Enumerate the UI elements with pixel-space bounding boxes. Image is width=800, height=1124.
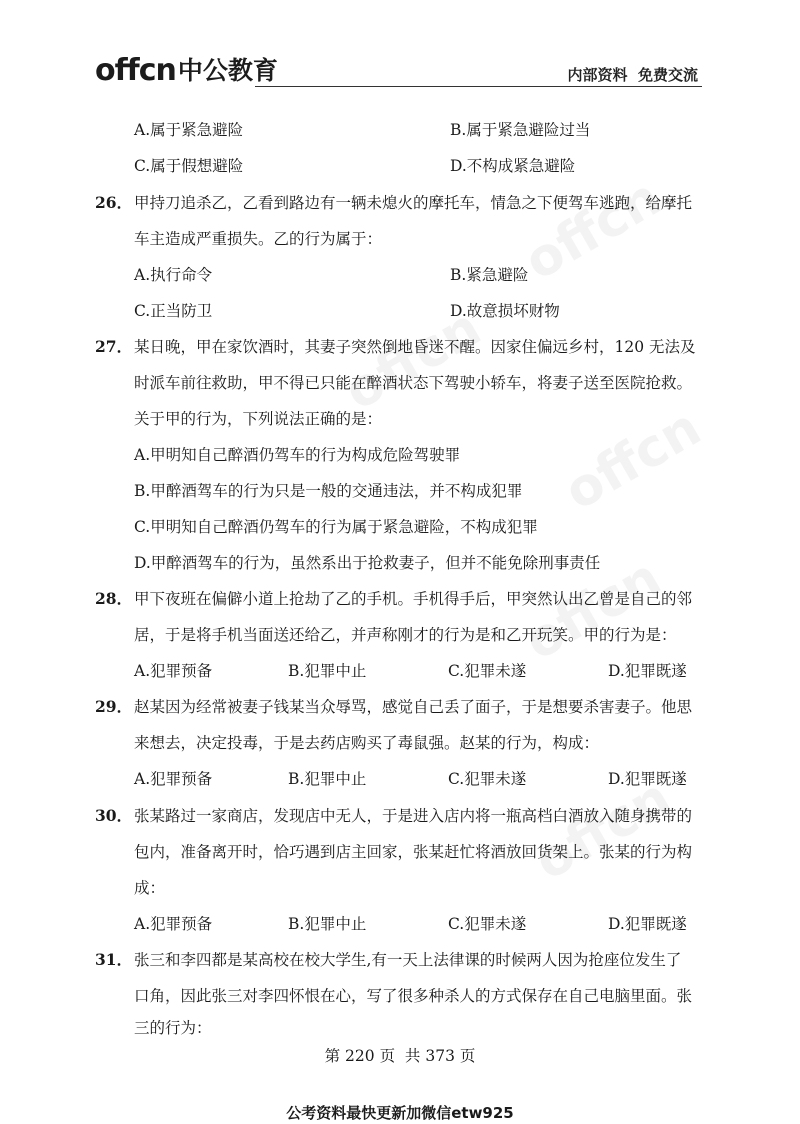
option-b: B.甲醉酒驾车的行为只是一般的交通违法，并不构成犯罪 <box>134 482 523 500</box>
question-number: 29． <box>95 697 133 716</box>
logo-latin-text: offcn <box>95 53 176 88</box>
option-a: A.执行命令 <box>134 266 213 284</box>
page-number: 第 220 页 共 373 页 <box>324 1047 476 1065</box>
option-d: D.故意损坏财物 <box>450 302 560 320</box>
question-text: 包内，准备离开时，恰巧遇到店主回家，张某赶忙将酒放回货架上。张某的行为构 <box>134 843 693 861</box>
option-c: C.犯罪未遂 <box>448 662 527 680</box>
question-text: 甲下夜班在偏僻小道上抢劫了乙的手机。手机得手后，甲突然认出乙曾是自己的邻 <box>134 590 693 608</box>
option-c: C.正当防卫 <box>134 302 213 320</box>
question-text: 张三和李四都是某高校在校大学生,有一天上法律课的时候两人因为抢座位发生了 <box>134 951 682 969</box>
question-text: 来想去，决定投毒，于是去药店购买了毒鼠强。赵某的行为，构成： <box>134 734 600 752</box>
option-a: A.甲明知自己醉酒仍驾车的行为构成危险驾驶罪 <box>134 446 461 464</box>
question-text: 居，于是将手机当面送还给乙，并声称刚才的行为是和乙开玩笑。甲的行为是： <box>134 626 677 644</box>
question-text: 某日晚，甲在家饮酒时，其妻子突然倒地昏迷不醒。因家住偏远乡村，120 无法及 <box>134 338 696 356</box>
question-number: 28． <box>95 589 133 608</box>
question-number: 31． <box>95 950 133 969</box>
q25-option-c: C.属于假想避险 <box>134 157 244 175</box>
header-right-text: 内部资料 免费交流 <box>567 66 698 84</box>
footer-note: 公考资料最快更新加微信etw925 <box>286 1104 514 1122</box>
q25-option-b: B.属于紧急避险过当 <box>450 121 591 139</box>
page-header <box>95 52 702 88</box>
offcn-logo <box>95 52 278 86</box>
header-rule <box>255 86 702 87</box>
question-text: 甲持刀追杀乙，乙看到路边有一辆未熄火的摩托车，情急之下便驾车逃跑，给摩托 <box>134 194 693 212</box>
question-text: 时派车前往救助，甲不得已只能在醉酒状态下驾驶小轿车，将妻子送至医院抢救。 <box>134 374 693 392</box>
question-text: 三的行为： <box>134 1019 212 1037</box>
question-text: 成： <box>134 879 166 897</box>
option-c: C.甲明知自己醉酒仍驾车的行为属于紧急避险，不构成犯罪 <box>134 518 538 536</box>
option-d: D.甲醉酒驾车的行为，虽然系出于抢救妻子，但并不能免除刑事责任 <box>134 554 601 572</box>
watermark <box>515 168 671 293</box>
watermark <box>555 398 711 523</box>
question-number: 26． <box>95 193 133 212</box>
q25-option-a: A.属于紧急避险 <box>134 121 244 139</box>
question-text: 赵某因为经常被妻子钱某当众辱骂，感觉自己丢了面子，于是想要杀害妻子。他思 <box>134 698 693 716</box>
option-a: A.犯罪预备 <box>134 770 213 788</box>
option-b: B.犯罪中止 <box>288 770 367 788</box>
option-c: C.犯罪未遂 <box>448 915 527 933</box>
question-text: 关于甲的行为，下列说法正确的是： <box>134 410 383 428</box>
question-text: 口角，因此张三对李四怀恨在心，写了很多种杀人的方式保存在自己电脑里面。张 <box>134 987 693 1005</box>
question-number: 30． <box>95 806 133 825</box>
question-text: 张某路过一家商店，发现店中无人，于是进入店内将一瓶高档白酒放入随身携带的 <box>134 807 693 825</box>
q25-option-d: D.不构成紧急避险 <box>450 157 576 175</box>
logo-chinese-text: 中公教育 <box>177 56 278 85</box>
option-b: B.犯罪中止 <box>288 662 367 680</box>
option-b: B.紧急避险 <box>450 266 529 284</box>
option-d: D.犯罪既遂 <box>608 915 687 933</box>
option-b: B.犯罪中止 <box>288 915 367 933</box>
option-d: D.犯罪既遂 <box>608 770 687 788</box>
question-number: 27． <box>95 337 133 356</box>
option-c: C.犯罪未遂 <box>448 770 527 788</box>
question-text: 车主造成严重损失。乙的行为属于： <box>134 230 383 248</box>
option-a: A.犯罪预备 <box>134 662 213 680</box>
option-a: A.犯罪预备 <box>134 915 213 933</box>
option-d: D.犯罪既遂 <box>608 662 687 680</box>
